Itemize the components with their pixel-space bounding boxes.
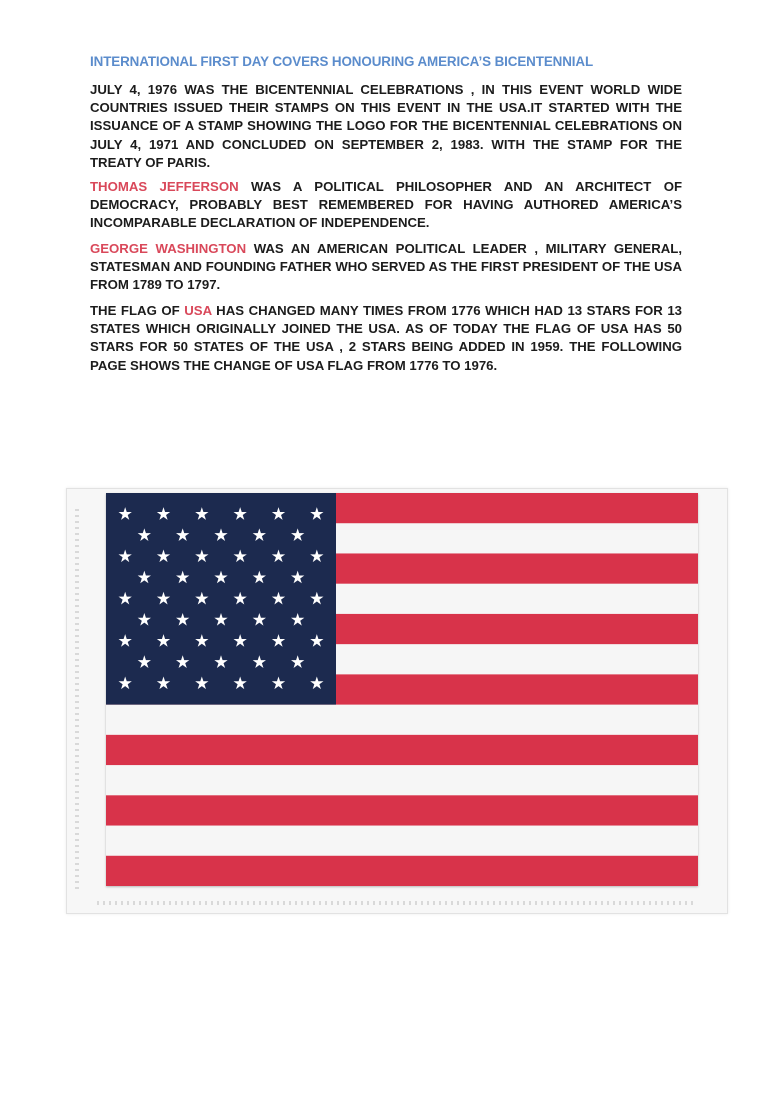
flag-canton bbox=[106, 493, 336, 705]
usa-highlight: USA bbox=[184, 303, 212, 318]
page-heading: INTERNATIONAL FIRST DAY COVERS HONOURING AMERICA’S BICENTENNIAL bbox=[90, 54, 594, 69]
flag-stripe-white bbox=[106, 826, 698, 857]
flag-history-text-start: THE FLAG OF bbox=[90, 303, 185, 318]
us-flag bbox=[106, 493, 698, 886]
washington-paragraph bbox=[90, 240, 682, 295]
washington-text: WAS AN AMERICAN POLITICAL LEADER , MILITARY GENERAL, STATESMAN AND FOUNDING FATHER WHO SERVED AS THE FIRST PRESIDENT OF THE USA FROM 1789 TO 1797. bbox=[90, 241, 682, 293]
jefferson-paragraph bbox=[90, 178, 682, 233]
flag-stripe-white bbox=[106, 705, 698, 736]
flag-history-text-end: HAS CHANGED MANY TIMES FROM 1776 WHICH HAD 13 STARS FOR 13 STATES WHICH ORIGINALLY JOINED THE USA. AS OF TODAY THE FLAG OF USA HAS 50 STARS FOR 50 STATES OF THE USA , 2 STARS BEING ADDED IN 1959. THE FOLLOWING PAGE SHOWS THE CHANGE OF USA FLAG FROM 1776 TO 1976. bbox=[90, 303, 683, 373]
flag-stripe-red bbox=[106, 735, 698, 766]
flag-stripe-red bbox=[106, 795, 698, 826]
us-flag-graphic bbox=[106, 493, 698, 886]
intro-paragraph-text: JULY 4, 1976 WAS THE BICENTENNIAL CELEBRATIONS , IN THIS EVENT WORLD WIDE COUNTRIES ISSUED THEIR STAMPS ON THIS EVENT IN THE USA.IT STARTED WITH THE ISSUANCE OF A STAMP SHOWING THE LOGO FOR THE BICENTENNIAL CELEBRATIONS ON JULY 4, 1971 AND CONCLUDED ON SEPTEMBER 2, 1983. WITH THE STAMP FOR THE TREATY OF PARIS. bbox=[90, 82, 682, 170]
flag-history-paragraph bbox=[90, 302, 682, 375]
flag-stripe-white bbox=[106, 765, 698, 796]
intro-paragraph bbox=[90, 81, 682, 172]
jefferson-text: WAS A POLITICAL PHILOSOPHER AND AN ARCHITECT OF DEMOCRACY, PROBABLY BEST REMEMBERED FOR HAVING AUTHORED AMERICA’S INCOMPARABLE DECLARATION OF INDEPENDENCE. bbox=[90, 179, 683, 231]
washington-name: GEORGE WASHINGTON bbox=[90, 241, 247, 256]
jefferson-name: THOMAS JEFFERSON bbox=[90, 179, 239, 194]
flag-stripe-red bbox=[106, 856, 698, 886]
